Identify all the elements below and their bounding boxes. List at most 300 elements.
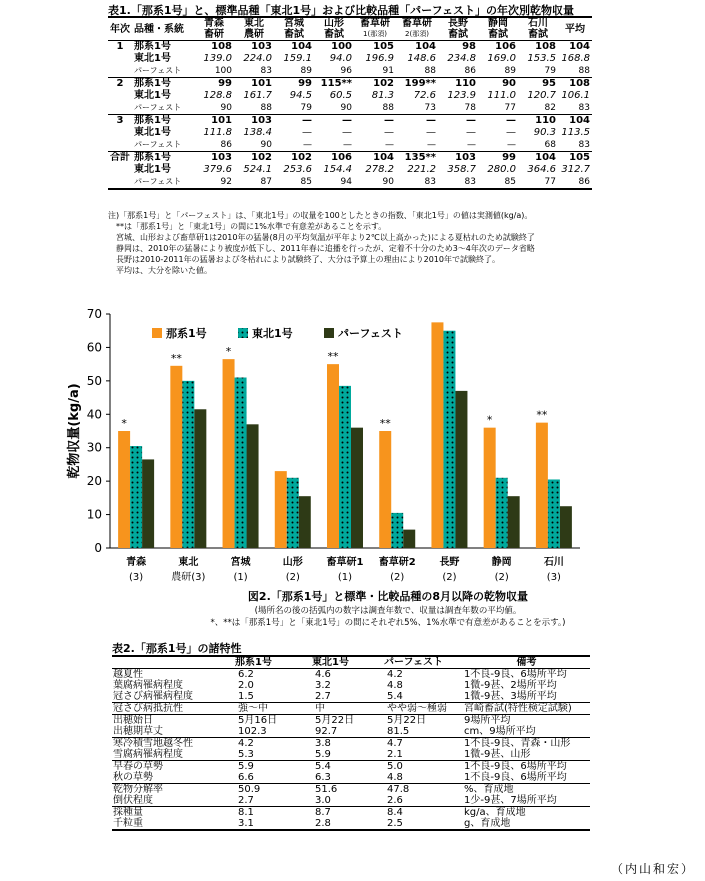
site-org: 1(那須)	[363, 30, 387, 38]
header-site	[194, 17, 234, 41]
value-cell: 1微-9甚、3場所平均	[463, 691, 590, 703]
value-cell: 77	[544, 177, 556, 187]
value-cell: 2.7	[311, 691, 383, 703]
value-cell: 123.9	[447, 90, 476, 101]
value-cell: 47.8	[387, 784, 410, 795]
value-cell: 4.8	[383, 772, 463, 784]
header-variety: 品種・系統	[134, 23, 184, 35]
table-row	[112, 761, 590, 773]
value-cell: 110	[535, 115, 556, 126]
value-cell: 128.8	[203, 90, 232, 101]
value-cell: 139.0	[203, 53, 232, 64]
value-cell: 111.8	[203, 127, 232, 138]
value-cell: 95	[542, 78, 556, 89]
value-cell: 113.5	[561, 127, 590, 138]
value-cell: 94.5	[289, 90, 312, 101]
value-cell: 104	[569, 115, 590, 126]
site-name: 畜草研	[360, 18, 390, 29]
table-row	[112, 749, 590, 761]
year-cell: 1	[116, 41, 124, 52]
trait-cell: 乾物分解率	[113, 784, 163, 795]
value-cell: 89	[300, 66, 312, 76]
value-cell: 1.5	[234, 691, 311, 703]
table-row	[112, 703, 590, 715]
value-cell: g、育成地	[463, 818, 590, 830]
year-cell	[108, 102, 132, 115]
site-name: 山形	[324, 18, 344, 29]
significance-mark: **	[170, 351, 182, 365]
significance-mark: **	[379, 417, 391, 430]
value-cell: 199**	[404, 78, 436, 89]
trait-cell: 越夏性	[113, 669, 143, 680]
value-cell: 8.7	[315, 807, 331, 818]
trait-cell: 雪腐病罹病程度	[112, 749, 234, 761]
trait-cell: 冠さび病罹病程度	[112, 691, 234, 703]
value-cell: 2.8	[311, 818, 383, 830]
value-cell: —	[384, 127, 394, 138]
bar-tohoku1	[548, 479, 560, 548]
value-cell: 104	[291, 41, 312, 52]
y-axis-label: 乾物収量(kg/a)	[67, 383, 82, 479]
legend-swatch	[238, 328, 248, 338]
value-cell: 161.7	[243, 90, 272, 101]
value-cell: 108	[569, 78, 590, 89]
x-tick-years: 農研(3)	[171, 572, 206, 583]
table-row	[108, 53, 592, 65]
value-cell: 94.0	[329, 53, 352, 64]
value-cell: 108	[211, 41, 232, 52]
value-cell: —	[466, 115, 476, 126]
value-cell: 5.0	[387, 761, 403, 772]
value-cell: 2.1	[383, 749, 463, 761]
value-cell: 98	[462, 41, 476, 52]
value-cell: 83	[424, 177, 436, 187]
value-cell: 102.3	[234, 726, 311, 738]
value-cell: 86	[464, 66, 476, 76]
y-tick-label: 70	[86, 307, 102, 321]
value-cell: 77	[504, 103, 516, 113]
value-cell: 115**	[320, 78, 352, 89]
value-cell: 102	[373, 78, 394, 89]
y-tick-label: 30	[86, 440, 102, 455]
value-cell: 5月22日	[387, 715, 427, 726]
trait-cell: 秋の草勢	[112, 772, 234, 784]
header-site	[478, 17, 518, 41]
table1-notes	[108, 210, 698, 276]
year-cell	[108, 127, 132, 139]
value-cell: 5.9	[311, 749, 383, 761]
table-row	[112, 691, 590, 703]
value-cell: 3.0	[311, 795, 383, 807]
table-row	[108, 65, 592, 78]
value-cell: 96	[340, 66, 352, 76]
value-cell: 1微-9甚、山形	[463, 749, 590, 761]
value-cell: 81.3	[371, 90, 394, 101]
value-cell: 106	[495, 41, 516, 52]
value-cell: 358.7	[447, 164, 476, 175]
table-row	[112, 738, 590, 750]
value-cell: 89	[504, 66, 516, 76]
table2-header: 備考	[516, 657, 537, 668]
x-tick-label: 静岡	[491, 557, 512, 568]
dry-matter-yield-chart	[60, 300, 600, 590]
significance-mark: **	[536, 408, 548, 422]
bar-perfest	[560, 506, 572, 548]
value-cell: 253.6	[283, 164, 312, 175]
value-cell: 100	[331, 41, 352, 52]
site-name: 青森	[204, 18, 224, 29]
bar-nakei1	[431, 322, 443, 548]
bar-tohoku1	[235, 378, 247, 548]
value-cell: 110	[455, 78, 476, 89]
value-cell: 102	[251, 152, 272, 163]
value-cell: 379.6	[203, 164, 232, 175]
value-cell: 105	[373, 41, 394, 52]
value-cell: 103	[251, 115, 272, 126]
value-cell: 103	[455, 152, 476, 163]
value-cell: —	[466, 127, 476, 138]
table2-header: 那系1号	[235, 657, 272, 668]
x-tick-years: (2)	[285, 572, 300, 583]
value-cell: —	[426, 127, 436, 138]
value-cell: 111.0	[487, 90, 516, 101]
value-cell: 90	[340, 103, 352, 113]
year-cell	[108, 90, 132, 102]
x-tick-years: (2)	[494, 572, 509, 583]
value-cell: 3.1	[234, 818, 311, 830]
variety-cell: 東北1号	[134, 53, 171, 64]
table-row	[108, 164, 592, 176]
legend-swatch	[152, 328, 162, 338]
header-site	[274, 17, 314, 41]
value-cell: 6.3	[311, 772, 383, 784]
bar-perfest	[247, 424, 259, 548]
value-cell: —	[385, 140, 394, 150]
bar-perfest	[142, 459, 154, 548]
value-cell: 9場所平均	[464, 715, 511, 726]
site-org: 畜試	[284, 29, 304, 40]
x-tick-label: 青森	[126, 557, 147, 568]
significance-mark: *	[486, 413, 493, 427]
value-cell: 104	[569, 41, 590, 52]
value-cell: 234.8	[447, 53, 476, 64]
value-cell: 73	[424, 103, 436, 113]
bar-perfest	[508, 496, 520, 548]
variety-cell: パーフェスト	[134, 103, 182, 112]
value-cell: cm、9場所平均	[463, 726, 590, 738]
value-cell: —	[302, 127, 312, 138]
value-cell: 5月16日	[238, 715, 278, 726]
value-cell: 103	[211, 152, 232, 163]
value-cell: 154.4	[323, 164, 352, 175]
y-tick-label: 40	[86, 407, 102, 422]
value-cell: —	[427, 140, 436, 150]
y-tick-label: 10	[86, 507, 102, 522]
value-cell: 81.5	[383, 726, 463, 738]
significance-mark: *	[121, 417, 127, 430]
variety-cell: パーフェスト	[134, 177, 182, 186]
value-cell: 524.1	[243, 164, 272, 175]
table2-header	[112, 656, 234, 669]
value-cell: 86	[578, 177, 590, 187]
variety-cell: パーフェスト	[134, 140, 182, 149]
figure-caption	[108, 588, 668, 628]
bar-nakei1	[118, 431, 130, 548]
bar-perfest	[299, 496, 311, 548]
header-site	[396, 17, 438, 41]
value-cell: 88	[382, 103, 394, 113]
x-tick-label: 畜草研2	[378, 557, 416, 568]
year-cell	[108, 139, 132, 152]
value-cell: 4.6	[315, 669, 331, 680]
value-cell: 90	[502, 78, 516, 89]
x-tick-label: 長野	[439, 557, 460, 568]
value-cell: 104	[415, 41, 436, 52]
author: （内山和宏）	[610, 862, 695, 876]
value-cell: 4.8	[387, 680, 403, 691]
y-tick-label: 0	[94, 541, 102, 555]
value-cell: 92	[220, 177, 232, 187]
x-tick-label: 畜草研1	[326, 557, 364, 568]
value-cell: 4.7	[387, 738, 403, 749]
trait-cell: 倒伏程度	[112, 795, 234, 807]
value-cell: —	[302, 115, 312, 126]
note-line: 平均は、大分を除いた値。	[108, 266, 212, 275]
figure-note-1: (場所名の後の括弧内の数字は調査年数で、収量は調査年数の平均値。	[254, 606, 522, 616]
value-cell: 168.8	[561, 53, 590, 64]
variety-cell: 那系1号	[134, 115, 171, 126]
table-row	[108, 78, 592, 91]
value-cell: 88	[260, 103, 272, 113]
y-tick-label: 60	[86, 340, 102, 355]
value-cell: 3.8	[315, 738, 331, 749]
y-tick-label: 20	[86, 474, 102, 489]
value-cell: 85	[300, 177, 312, 187]
value-cell: 4.2	[238, 738, 254, 749]
characteristics-table	[112, 655, 590, 831]
x-tick-label: 東北	[178, 557, 199, 568]
value-cell: 83	[260, 66, 272, 76]
trait-cell: 葉腐病罹病程度	[113, 680, 183, 691]
table-row	[108, 102, 592, 115]
value-cell: 105	[569, 152, 590, 163]
value-cell: 148.6	[407, 53, 436, 64]
value-cell: 169.0	[487, 53, 516, 64]
value-cell: 60.5	[329, 90, 352, 101]
value-cell: 102	[291, 152, 312, 163]
legend-label: 那系1号	[166, 327, 207, 340]
value-cell: 1少-9甚、7場所平均	[463, 795, 590, 807]
x-tick-label: 石川	[543, 557, 564, 568]
year-cell	[108, 164, 132, 176]
value-cell: 5.4	[315, 761, 331, 772]
value-cell: 101	[251, 78, 272, 89]
value-cell: —	[343, 140, 352, 150]
value-cell: 6.2	[238, 669, 254, 680]
value-cell: 5月22日	[315, 715, 355, 726]
value-cell: 3.2	[315, 680, 331, 691]
value-cell: —	[506, 115, 516, 126]
value-cell: 99	[502, 152, 516, 163]
site-org: 畜試	[488, 29, 508, 40]
site-org: 畜試	[324, 29, 344, 40]
table2-title: 表2.「那系1号」の諸特性	[112, 642, 242, 655]
x-tick-years: (2)	[390, 572, 405, 583]
header-average: 平均	[565, 23, 585, 35]
trait-cell: 早春の草勢	[113, 761, 163, 772]
bar-tohoku1	[287, 478, 299, 548]
value-cell: 85	[504, 177, 516, 187]
bar-nakei1	[275, 471, 287, 548]
header-site	[438, 17, 478, 41]
legend-label: パーフェスト	[338, 327, 403, 340]
table-row	[112, 818, 590, 830]
value-cell: 106	[331, 152, 352, 163]
value-cell: 104	[373, 152, 394, 163]
value-cell: 100	[214, 66, 232, 76]
value-cell: 101	[211, 115, 232, 126]
bar-perfest	[455, 391, 467, 548]
value-cell: 104	[535, 152, 556, 163]
trait-cell: 寒冷積雪地越冬性	[113, 738, 193, 749]
value-cell: 364.6	[527, 164, 556, 175]
value-cell: 88	[578, 66, 590, 76]
significance-mark: *	[225, 345, 232, 359]
value-cell: 1微-9甚、2場所平均	[464, 680, 557, 691]
note-line: 長野は2010-2011年の猛暑および冬枯れにより試験終了、大分は予算上の理由により2010年で試験終了。	[108, 255, 500, 264]
bar-tohoku1	[339, 386, 351, 548]
year-cell	[108, 53, 132, 65]
table-row	[112, 772, 590, 784]
site-org: 2(那須)	[405, 30, 429, 38]
value-cell: 138.4	[243, 127, 272, 138]
value-cell: —	[384, 115, 394, 126]
bar-nakei1	[223, 359, 235, 548]
value-cell: 79	[300, 103, 312, 113]
value-cell: 1不良-9良、6場所平均	[464, 669, 567, 680]
bar-perfest	[194, 409, 206, 548]
table2-header: 東北1号	[312, 657, 349, 668]
variety-cell: パーフェスト	[134, 66, 182, 75]
legend-label: 東北1号	[252, 327, 293, 340]
site-org: 畜研	[204, 29, 224, 40]
value-cell: 90.3	[533, 127, 556, 138]
bar-tohoku1	[130, 446, 142, 548]
bar-tohoku1	[182, 381, 194, 548]
table-row	[112, 669, 590, 681]
value-cell: 5.3	[234, 749, 311, 761]
table1-title: 表1.「那系1号」と、標準品種「東北1号」および比較品種「パーフェスト」の年次別乾物収量	[108, 4, 575, 17]
variety-cell: 東北1号	[134, 90, 171, 101]
value-cell: 86	[220, 140, 232, 150]
table-row	[112, 784, 590, 796]
value-cell: 99	[218, 78, 232, 89]
trait-cell: 千粒重	[112, 818, 234, 830]
value-cell: 2.7	[234, 795, 311, 807]
table-row	[112, 680, 590, 691]
variety-cell: 那系1号	[134, 41, 171, 52]
bar-nakei1	[379, 431, 391, 548]
trait-cell: 出穂期草丈	[112, 726, 234, 738]
year-cell	[108, 176, 132, 189]
variety-cell: 那系1号	[134, 152, 171, 163]
site-name: 東北	[244, 18, 264, 29]
site-name: 石川	[528, 18, 548, 29]
value-cell: 8.1	[238, 807, 254, 818]
value-cell: 6.6	[234, 772, 311, 784]
table-row	[112, 795, 590, 807]
bar-nakei1	[170, 366, 182, 548]
bar-tohoku1	[391, 513, 403, 548]
value-cell: 中	[311, 703, 383, 715]
value-cell: 2.6	[383, 795, 463, 807]
header-site	[314, 17, 354, 41]
table-row	[108, 139, 592, 152]
value-cell: 1不良-9良、6場所平均	[464, 761, 567, 772]
table-row	[112, 726, 590, 738]
year-cell: 2	[116, 78, 124, 89]
note-line: 静岡は、2010年の猛暑により被度が低下し、2011年春に追播を行ったが、定着不十分のため3～4年次のデータ省略	[108, 244, 535, 253]
value-cell: 108	[535, 41, 556, 52]
value-cell: 5.9	[238, 761, 254, 772]
value-cell: 94	[340, 177, 352, 187]
note-line: 宮城、山形および畜草研1は2010年の猛暑(8月の平均気温が平年より2℃以上高かった)による夏枯れのため試験終了	[108, 233, 535, 242]
bar-nakei1	[484, 428, 496, 548]
value-cell: 51.6	[315, 784, 338, 795]
value-cell: 4.2	[387, 669, 403, 680]
bar-tohoku1	[443, 331, 455, 548]
value-cell: 2.5	[383, 818, 463, 830]
value-cell: 8.4	[387, 807, 403, 818]
yield-table	[108, 16, 592, 190]
value-cell: —	[426, 115, 436, 126]
table-row	[112, 807, 590, 819]
trait-cell: 採種量	[113, 807, 143, 818]
table-row	[112, 715, 590, 727]
site-name: 長野	[448, 18, 468, 29]
figure-note-2: *、**は「那系1号」と「東北1号」の間にそれぞれ5%、1%水準で有意差があることを示す。)	[210, 618, 566, 628]
value-cell: 5.4	[383, 691, 463, 703]
value-cell: やや弱～極弱	[383, 703, 463, 715]
x-tick-years: (2)	[442, 572, 457, 583]
table-row	[108, 176, 592, 189]
bar-nakei1	[327, 364, 339, 548]
value-cell: 120.7	[527, 90, 556, 101]
value-cell: 280.0	[487, 164, 516, 175]
value-cell: 68	[544, 140, 556, 150]
header-site	[234, 17, 274, 41]
value-cell: 106.1	[561, 90, 590, 101]
value-cell: 87	[260, 177, 272, 187]
value-cell: 91	[382, 66, 394, 76]
table-row	[108, 127, 592, 139]
variety-cell: 那系1号	[134, 78, 171, 89]
value-cell: 宮崎畜試(特性検定試験)	[463, 703, 590, 715]
year-cell	[108, 65, 132, 78]
value-cell: 78	[464, 103, 476, 113]
x-tick-years: (3)	[546, 572, 561, 583]
site-name: 宮城	[284, 18, 304, 29]
significance-mark: **	[327, 350, 339, 364]
value-cell: 153.5	[527, 53, 556, 64]
bar-perfest	[351, 428, 363, 548]
value-cell: 312.7	[561, 164, 590, 175]
value-cell: —	[467, 140, 476, 150]
value-cell: 72.6	[413, 90, 436, 101]
value-cell: 99	[298, 78, 312, 89]
table-row	[108, 41, 592, 54]
value-cell: 90	[220, 103, 232, 113]
